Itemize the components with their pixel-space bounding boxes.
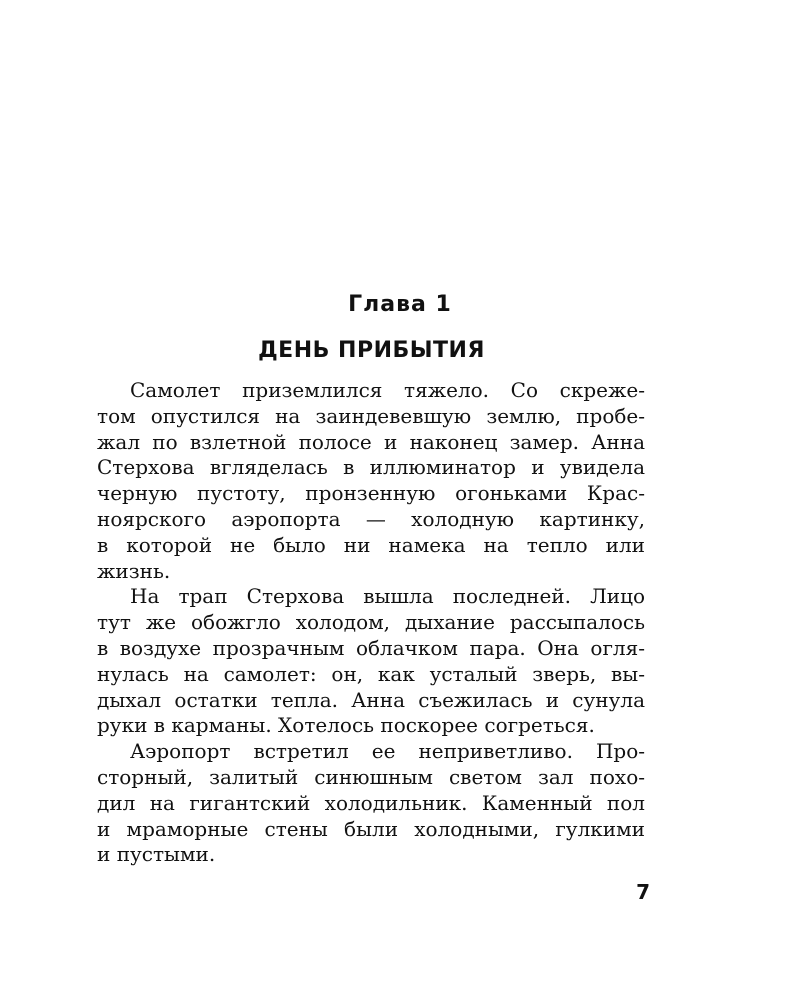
text-line: сторный, залитый синюшным светом зал похо- <box>97 764 645 789</box>
text-line: Аэропорт встретил ее неприветливо. Про- <box>130 739 645 764</box>
text-line: Стерхова вгляделась в иллюминатор и увидела <box>97 455 645 480</box>
text-line: жал по взлетной полосе и наконец замер. Анна <box>97 429 645 454</box>
page-number: 7 <box>636 880 650 904</box>
chapter-label: Глава 1 <box>348 292 452 317</box>
text-line: том опустился на заиндевевшую землю, пробе- <box>97 403 645 428</box>
text-line: и пустыми. <box>97 842 216 867</box>
chapter-text <box>97 378 645 868</box>
text-line: черную пустоту, пронзенную огоньками Крас- <box>97 481 645 506</box>
text-line: в воздухе прозрачным облачком пара. Она огля- <box>97 635 645 660</box>
paragraph <box>97 584 645 739</box>
text-line: ноярского аэропорта — холодную картинку, <box>97 506 645 531</box>
chapter-title: ДЕНЬ ПРИБЫТИЯ <box>258 338 485 363</box>
text-line: руки в карманы. Хотелось поскорее согреться. <box>97 713 595 738</box>
text-line: тут же обожгло холодом, дыхание рассыпалось <box>97 610 645 635</box>
text-line: жизнь. <box>97 558 171 583</box>
paragraph <box>97 378 645 584</box>
paragraph <box>97 739 645 868</box>
text-line: нулась на самолет: он, как усталый зверь, вы- <box>97 661 645 686</box>
text-line: дил на гигантский холодильник. Каменный пол <box>97 790 645 815</box>
text-line: дыхал остатки тепла. Анна съежилась и сунула <box>97 687 645 712</box>
text-line: На трап Стерхова вышла последней. Лицо <box>130 584 645 609</box>
text-line: в которой не было ни намека на тепло или <box>97 532 645 557</box>
text-line: и мраморные стены были холодными, гулкими <box>97 816 645 841</box>
text-line: Самолет приземлился тяжело. Со скреже- <box>130 378 645 402</box>
